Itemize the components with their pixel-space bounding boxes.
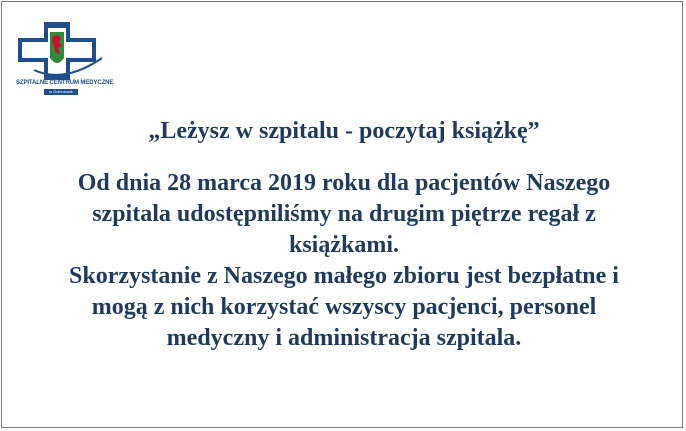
body-line: szpitala udostępniliśmy na drugim piętrze regał z bbox=[92, 201, 596, 227]
body-line: Od dnia 28 marca 2019 roku dla pacjentów Naszego bbox=[77, 170, 611, 196]
body-line: medyczny i administracja szpitala. bbox=[166, 325, 522, 351]
logo-subtitle: w Goleniowie bbox=[44, 89, 78, 95]
announcement-headline: „Leżysz w szpitalu - poczytaj książkę” bbox=[148, 118, 540, 144]
announcement bbox=[2, 116, 686, 354]
poster-frame bbox=[1, 1, 683, 428]
logo-name: SZPITALNE CENTRUM MEDYCZNE bbox=[16, 80, 114, 86]
announcement-body bbox=[2, 168, 686, 354]
body-line: mogą z nich korzystać wszyscy pacjenci, personel bbox=[91, 294, 597, 320]
medical-cross-icon bbox=[14, 18, 114, 88]
body-line: książkami. bbox=[288, 232, 399, 258]
hospital-logo bbox=[14, 18, 114, 104]
body-line: Skorzystanie z Naszego małego zbioru jest bezpłatne i bbox=[69, 263, 619, 289]
